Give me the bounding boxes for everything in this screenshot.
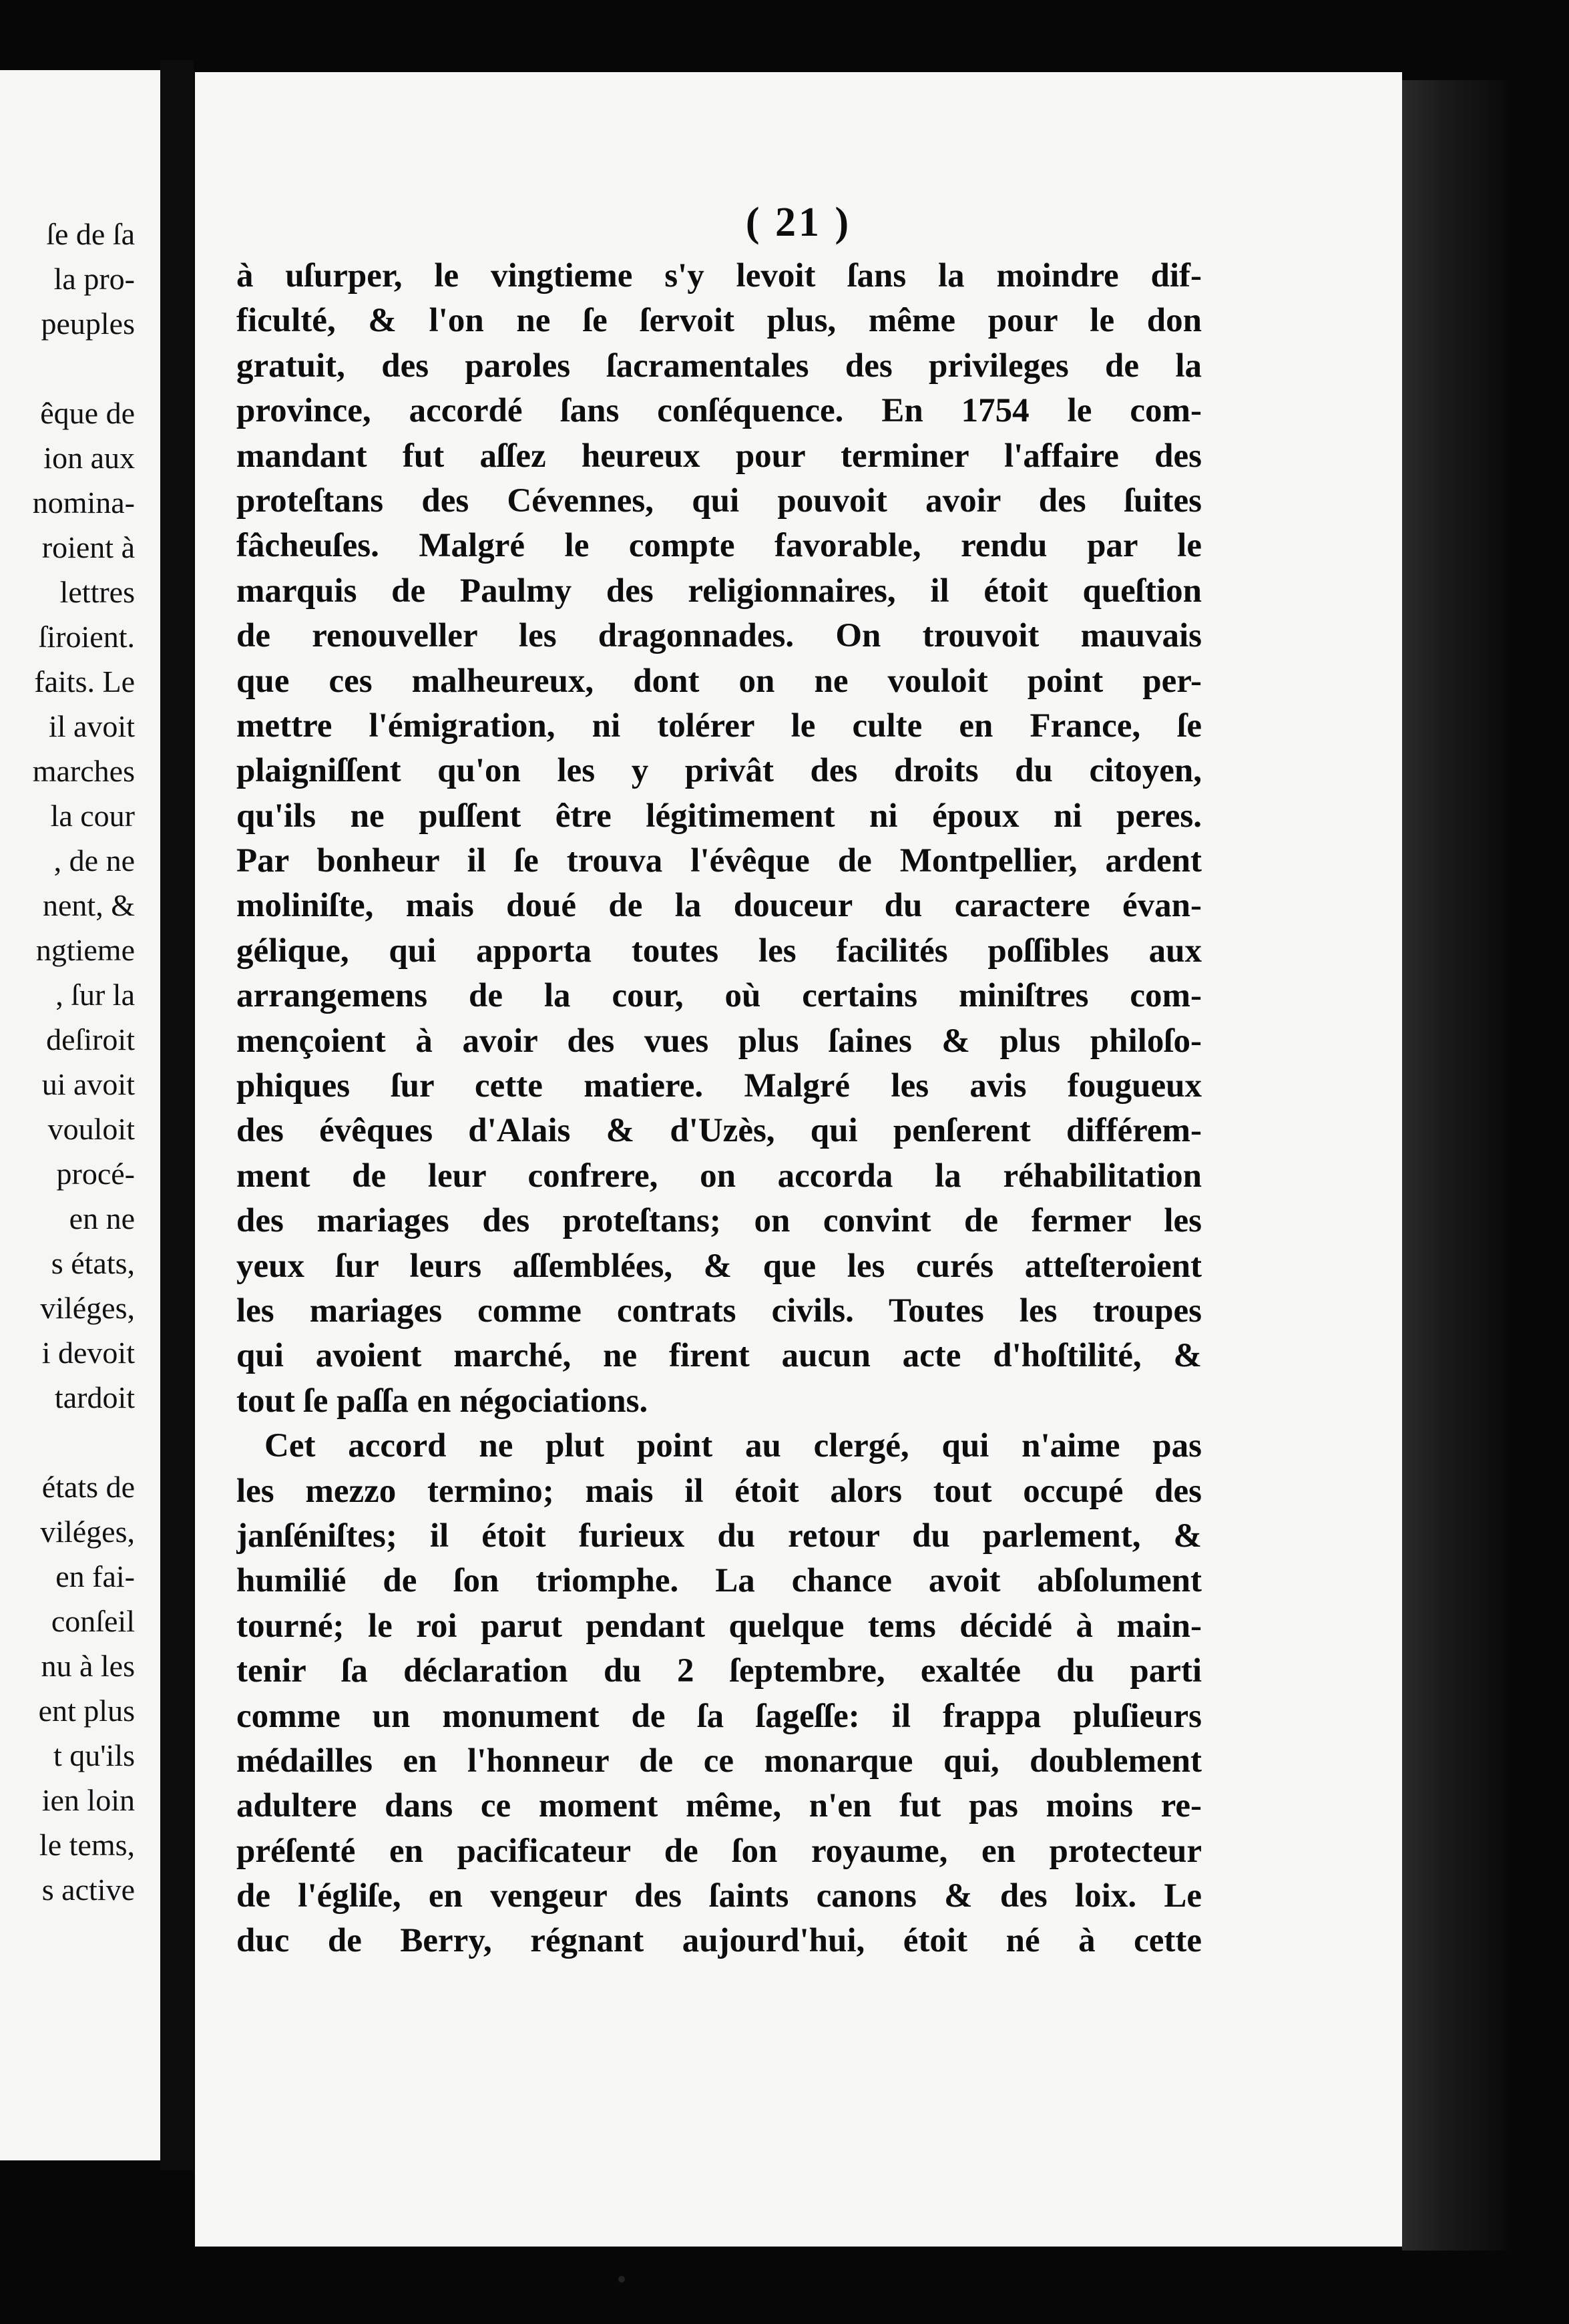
ink-speck [618,2276,625,2283]
left-line: ui avoit [41,1067,135,1101]
text-line: mandant fut aſſez heureux pour terminer l'affaire des [236,437,1202,475]
text-line: Par bonheur il ſe trouva l'évêque de Montpellier, ardent [236,842,1202,880]
text-line: moliniſte, mais doué de la douceur du caractere évan- [236,887,1202,925]
text-line: ficulté, & l'on ne ſe ſervoit plus, même pour le don [236,302,1202,340]
text-line: marquis de Paulmy des religionnaires, il étoit queſtion [236,572,1202,610]
page-number: ( 21 ) [745,200,852,245]
text-line: médailles en l'honneur de ce monarque qui, doublement [236,1742,1202,1780]
left-line: roient à [41,530,135,564]
text-line: gratuit, des paroles ſacramentales des privileges de la [236,347,1202,385]
left-line: i devoit [41,1336,135,1370]
text-line: fâcheuſes. Malgré le compte favorable, rendu par le [236,527,1202,565]
left-line: ſiroient. [38,620,135,654]
text-line: à uſurper, le vingtieme s'y levoit ſans la moindre dif- [236,257,1202,295]
text-line: de l'égliſe, en vengeur des ſaints canons & des loix. Le [236,1877,1202,1915]
left-line: ent plus [38,1694,135,1728]
left-line: nent, & [43,888,135,922]
page-edge-shadow [1402,80,1509,2251]
left-line: deſiroit [46,1022,135,1056]
text-line: les mezzo termino; mais il étoit alors tout occupé des [236,1472,1202,1510]
left-line-gap [0,346,160,391]
text-line: ment de leur confrere, on accorda la réhabilitation [236,1157,1202,1195]
left-line: la pro- [53,262,135,296]
text-line: préſenté en pacificateur de ſon royaume, en protecteur [236,1832,1202,1870]
left-line: s états, [51,1246,135,1280]
book-gutter [160,60,194,2170]
text-line: qu'ils ne puſſent être légitimement ni époux ni peres. [236,797,1202,835]
text-line: de renouveller les dragonnades. On trouvoit mauvais [236,617,1202,655]
text-line: tenir ſa déclaration du 2 ſeptembre, exaltée du parti [236,1652,1202,1690]
text-line: janſéniſtes; il étoit furieux du retour du parlement, & [236,1517,1202,1555]
left-line: viléges, [40,1291,135,1325]
left-line: il avoit [48,709,135,743]
left-line: ngtieme [35,933,135,967]
text-line: province, accordé ſans conſéquence. En 1754 le com- [236,392,1202,430]
text-line: yeux ſur leurs aſſemblées, & que les curés atteſteroient [236,1247,1202,1285]
left-line: ſe de ſa [46,217,135,251]
text-line: plaigniſſent qu'on les y privât des droits du citoyen, [236,752,1202,790]
text-line: des mariages des proteſtans; on convint de fermer les [236,1202,1202,1240]
text-line: duc de Berry, régnant aujourd'hui, étoit né à cette [236,1922,1202,1960]
left-line: en fai- [55,1559,135,1593]
page-body-text [236,254,1202,1964]
left-line: t qu'ils [53,1738,135,1772]
text-line: que ces malheureux, dont on ne vouloit point per- [236,662,1202,700]
left-line: le tems, [39,1828,135,1862]
left-line: êque de [40,396,135,430]
left-line: faits. Le [34,664,135,699]
left-line-gap [0,1420,160,1465]
text-line: qui avoient marché, ne firent aucun acte d'hoſtilité, & [236,1337,1202,1375]
left-line: s active [41,1873,135,1907]
left-line: peuples [41,307,135,341]
left-line: en ne [69,1201,135,1235]
text-line: des évêques d'Alais & d'Uzès, qui penſerent différem- [236,1112,1202,1150]
text-line: Cet accord ne plut point au clergé, qui n'aime pas [264,1427,1202,1465]
left-line: lettres [59,575,135,609]
text-line: tout ſe paſſa en négociations. [236,1382,648,1420]
text-line: comme un monument de ſa ſageſſe: il frappa pluſieurs [236,1697,1202,1735]
text-line: proteſtans des Cévennes, qui pouvoit avoir des ſuites [236,481,1202,520]
text-line: adultere dans ce moment même, n'en fut pas moins re- [236,1787,1202,1825]
left-line: procé- [56,1157,135,1191]
left-line: ien loin [41,1783,135,1817]
text-line: les mariages comme contrats civils. Toutes les troupes [236,1292,1202,1330]
text-line: mettre l'émigration, ni tolérer le culte en France, ſe [236,707,1202,745]
left-line: conſeil [51,1604,135,1638]
left-page-text [0,212,160,1912]
left-line: états de [41,1470,135,1504]
left-line: marches [32,754,135,788]
left-line: ion aux [43,441,135,475]
text-line: mençoient à avoir des vues plus ſaines & plus philoſo- [236,1022,1202,1060]
left-line: la cour [50,799,135,833]
left-line: vouloit [47,1112,135,1146]
left-line: , de ne [53,843,135,878]
text-line: arrangemens de la cour, où certains miniſtres com- [236,977,1202,1015]
left-line: viléges, [40,1515,135,1549]
left-line: nu à les [41,1649,135,1683]
text-line: humilié de ſon triomphe. La chance avoit abſolument [236,1562,1202,1600]
text-line: tourné; le roi parut pendant quelque tems décidé à main- [236,1607,1202,1645]
text-line: phiques ſur cette matiere. Malgré les avis fougueux [236,1067,1202,1105]
left-line: tardoit [54,1380,135,1414]
text-line: gélique, qui apporta toutes les facilités poſſibles aux [236,932,1202,970]
left-line: , ſur la [55,978,135,1012]
left-line: nomina- [32,486,135,520]
left-page-fragment [0,70,160,2160]
right-page [195,72,1402,2247]
